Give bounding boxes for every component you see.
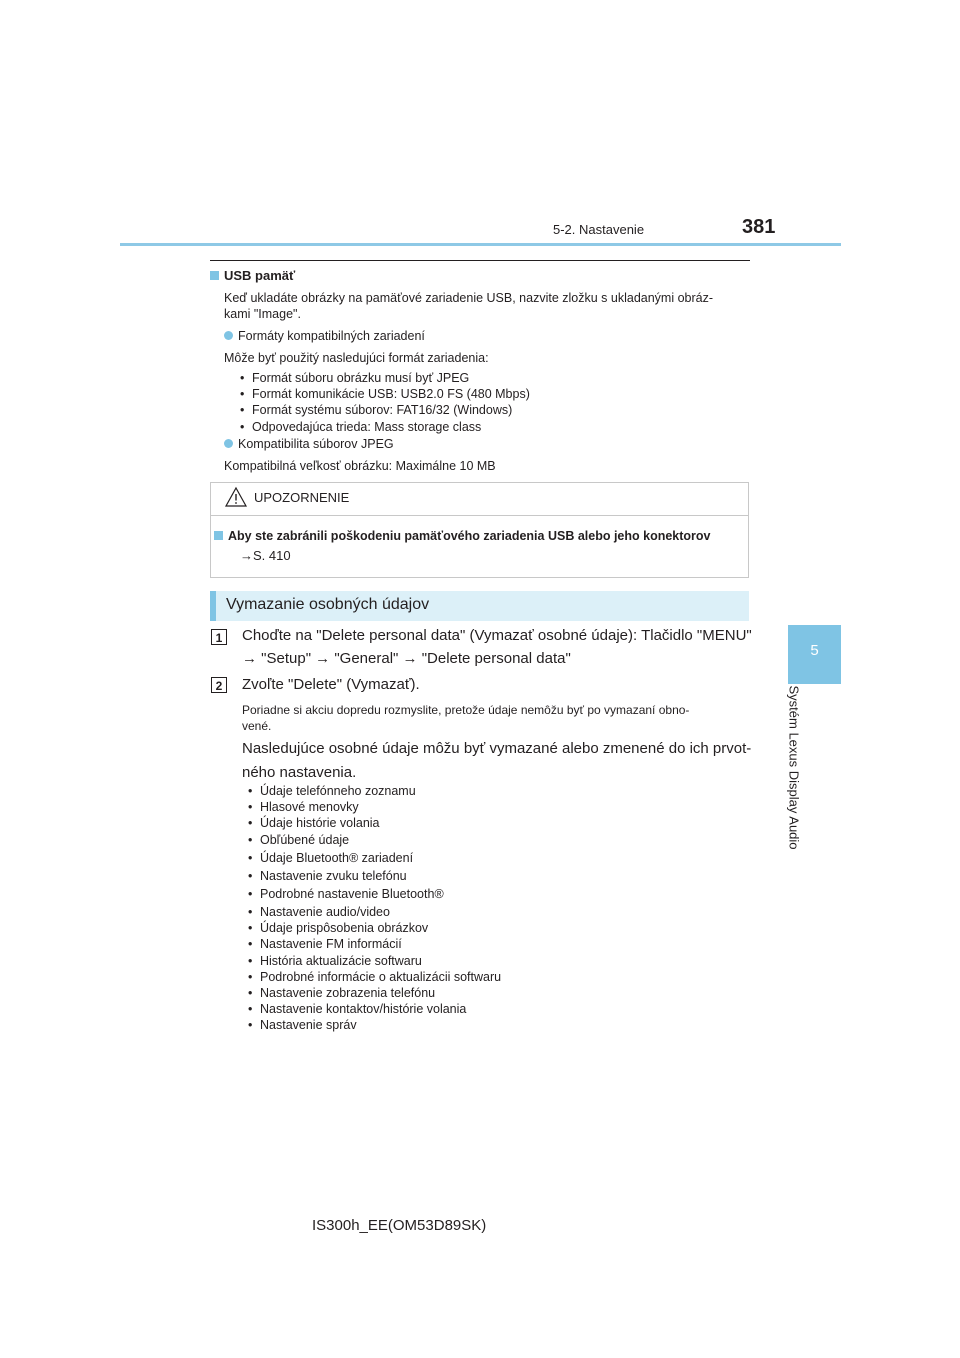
step-number-1: 1 xyxy=(211,629,227,645)
list-item: • Odpovedajúca trieda: Mass storage class xyxy=(240,419,530,435)
list-item: • História aktualizácie softwaru xyxy=(248,953,501,969)
formats-list xyxy=(240,370,530,435)
step-number-2: 2 xyxy=(211,677,227,693)
square-bullet-icon xyxy=(210,271,219,280)
formats-lead: Môže byť použitý nasledujúci formát zariadenia: xyxy=(224,351,489,365)
list-item: • Nastavenie zobrazenia telefónu xyxy=(248,985,501,1001)
list-item: • Hlasové menovky xyxy=(248,799,501,815)
list-item: • Údaje prispôsobenia obrázkov xyxy=(248,920,501,936)
usb-intro: Keď ukladáte obrázky na pamäťové zariadenie USB, nazvite zložku s ukladanými obráz- kami "Image". xyxy=(224,291,714,321)
personal-data-list xyxy=(248,783,501,1034)
list-item: • Podrobné nastavenie Bluetooth® xyxy=(248,884,501,904)
section-title-bar xyxy=(210,591,749,621)
warning-heading: Aby ste zabránili poškodeniu pamäťového zariadenia USB alebo jeho konektorov xyxy=(214,528,711,544)
circle-bullet-icon xyxy=(224,331,233,340)
list-item: • Nastavenie audio/video xyxy=(248,904,501,920)
step-2-text: Zvoľte "Delete" (Vymazať). xyxy=(242,676,420,693)
step-1-text: Choďte na "Delete personal data" (Vymazať osobné údaje): Tlačidlo "MENU" → "Setup" → "General" → "Delete personal data" xyxy=(242,627,752,667)
list-item: • Nastavenie správ xyxy=(248,1017,501,1033)
warning-divider xyxy=(211,515,748,516)
header-rule xyxy=(120,243,841,246)
list-item: • Nastavenie zvuku telefónu xyxy=(248,868,501,884)
list-item: • Formát súboru obrázku musí byť JPEG xyxy=(240,370,530,386)
page-number: 381 xyxy=(742,216,776,238)
list-item: • Údaje histórie volania xyxy=(248,815,501,831)
list-item: • Údaje Bluetooth® zariadení xyxy=(248,848,501,868)
content-top-rule xyxy=(210,260,750,261)
list-item: • Údaje telefónneho zoznamu xyxy=(248,783,501,799)
section-title: Vymazanie osobných údajov xyxy=(226,596,430,613)
jpeg-text: Kompatibilná veľkosť obrázku: Maximálne 10 MB xyxy=(224,459,496,473)
square-bullet-icon xyxy=(214,531,223,540)
caution-note: Poriadne si akciu dopredu rozmyslite, pretože údaje nemôžu byť po vymazaní obno- vené. xyxy=(242,703,690,733)
list-item: • Nastavenie FM informácií xyxy=(248,936,501,952)
list-item: • Podrobné informácie o aktualizácii softwaru xyxy=(248,969,501,985)
list-item: • Formát systému súborov: FAT16/32 (Windows) xyxy=(240,402,530,418)
chapter-tab: 5 xyxy=(788,625,841,684)
list-item: • Obľúbené údaje xyxy=(248,832,501,848)
running-header-section: 5-2. Nastavenie xyxy=(553,222,645,237)
jpeg-title: Kompatibilita súborov JPEG xyxy=(224,436,394,452)
warning-label: UPOZORNENIE xyxy=(254,490,350,505)
reset-note: Nasledujúce osobné údaje môžu byť vymazané alebo zmenené do ich prvot- ného nastavenia. xyxy=(242,740,752,781)
warning-page-ref: →S. 410 xyxy=(240,548,291,563)
list-item: • Formát komunikácie USB: USB2.0 FS (480 Mbps) xyxy=(240,386,530,402)
formats-title: Formáty kompatibilných zariadení xyxy=(224,328,425,344)
usb-heading: USB pamäť xyxy=(210,268,295,283)
warning-triangle-icon xyxy=(224,486,248,508)
circle-bullet-icon xyxy=(224,439,233,448)
section-accent xyxy=(210,591,216,621)
chapter-title-vertical xyxy=(780,685,808,882)
document-code: IS300h_EE(OM53D89SK) xyxy=(312,1217,487,1234)
chapter-title: Systém Lexus Display Audio xyxy=(786,685,802,850)
list-item: • Nastavenie kontaktov/histórie volania xyxy=(248,1001,501,1017)
